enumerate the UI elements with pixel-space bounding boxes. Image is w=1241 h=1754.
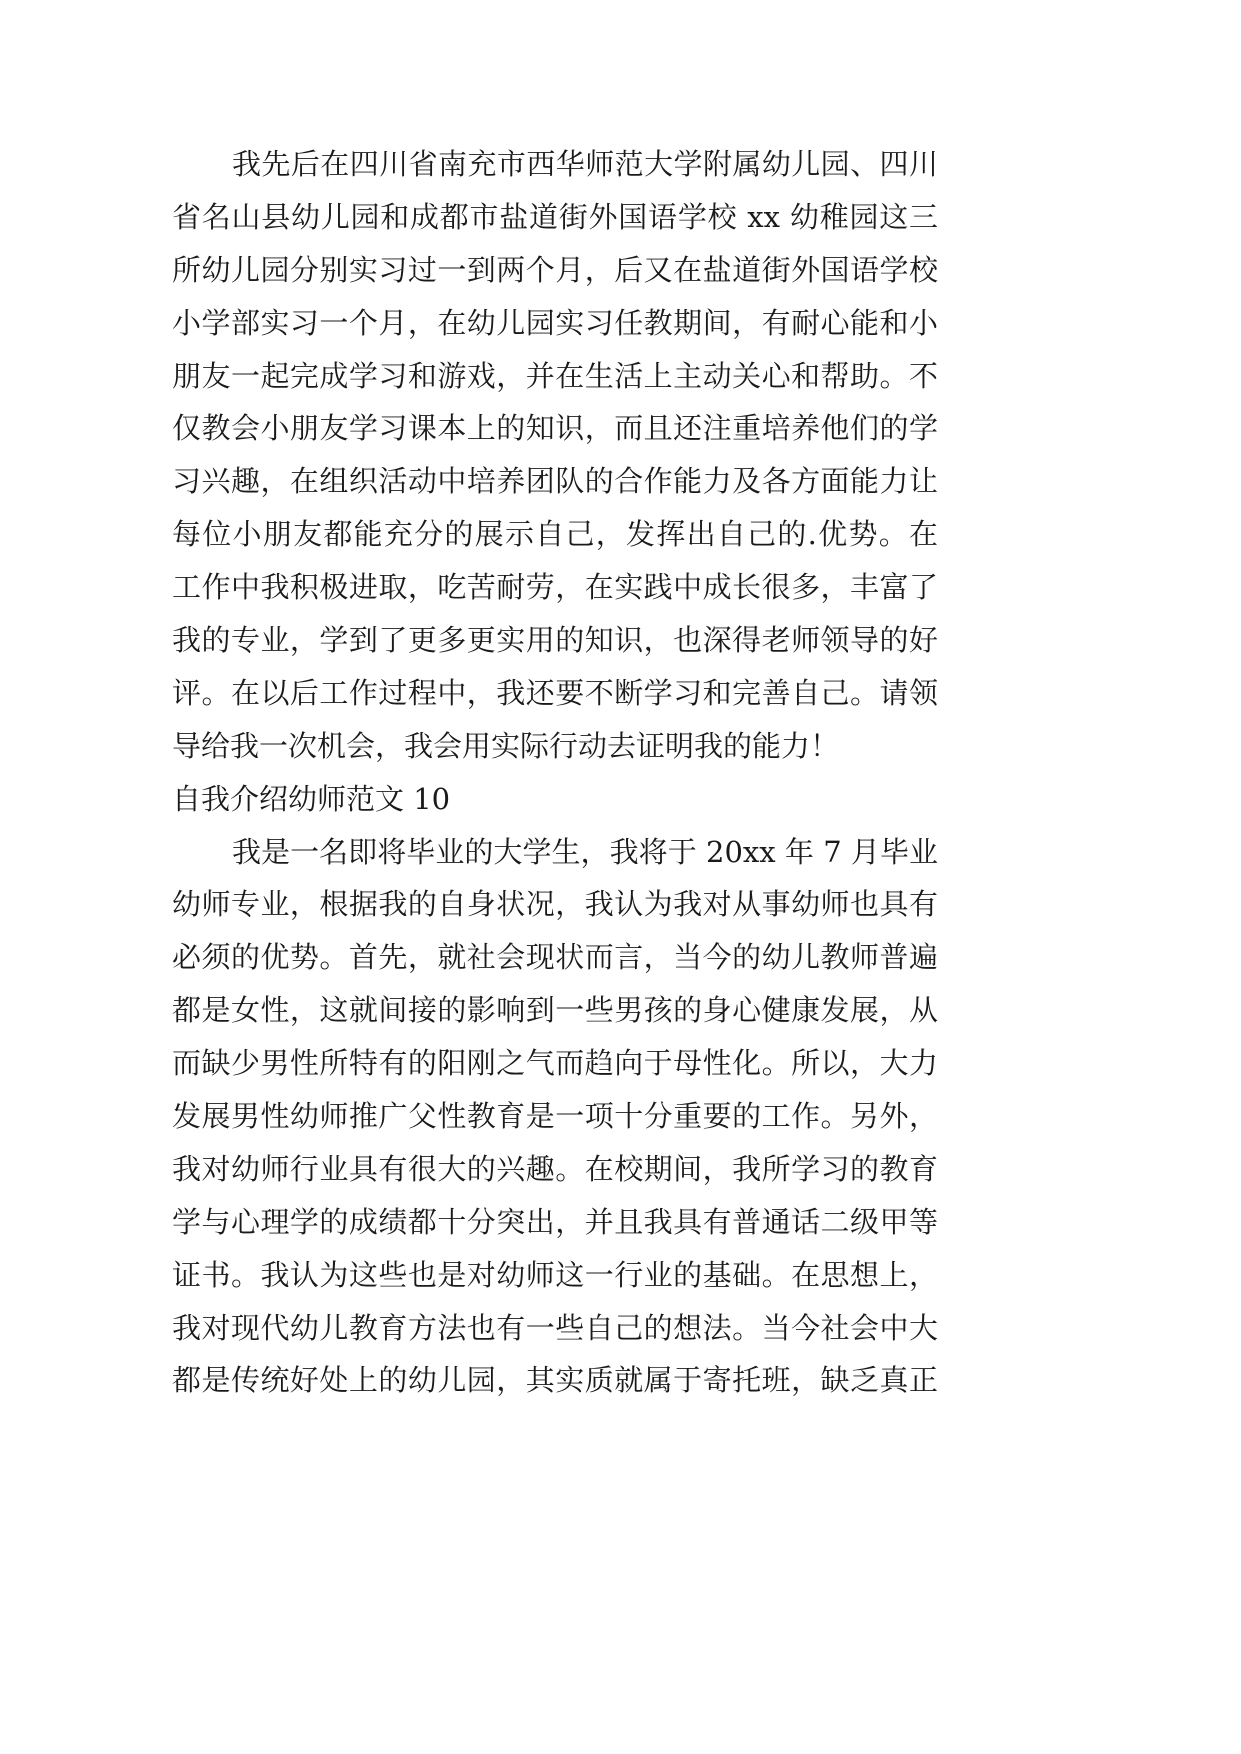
text-line: 省名山县幼儿园和成都市盐道街外国语学校 xx 幼稚园这三 <box>172 199 938 234</box>
text-line: 幼师专业，根据我的自身状况，我认为我对从事幼师也具有 <box>172 887 938 922</box>
text-line: 我是一名即将毕业的大学生，我将于 20xx 年 7 月毕业 <box>232 834 938 869</box>
text-line: 工作中我积极进取，吃苦耐劳，在实践中成长很多，丰富了 <box>172 570 938 605</box>
document-body <box>172 138 938 1407</box>
text-line: 所幼儿园分别实习过一到两个月，后又在盐道街外国语学校 <box>172 252 938 287</box>
text-line: 证书。我认为这些也是对幼师这一行业的基础。在思想上， <box>172 1257 938 1292</box>
text-line: 每位小朋友都能充分的展示自己，发挥出自己的.优势。在 <box>172 517 938 552</box>
text-line: 导给我一次机会，我会用实际行动去证明我的能力！ <box>172 728 840 763</box>
text-line: 而缺少男性所特有的阳刚之气而趋向于母性化。所以，大力 <box>172 1046 938 1081</box>
paragraph-1 <box>172 138 938 773</box>
text-line: 我对幼师行业具有很大的兴趣。在校期间，我所学习的教育 <box>172 1151 938 1186</box>
text-line: 学与心理学的成绩都十分突出，并且我具有普通话二级甲等 <box>172 1204 938 1239</box>
text-line: 习兴趣，在组织活动中培养团队的合作能力及各方面能力让 <box>172 464 938 499</box>
text-line: 发展男性幼师推广父性教育是一项十分重要的工作。另外， <box>172 1099 938 1134</box>
text-line: 我对现代幼儿教育方法也有一些自己的想法。当今社会中大 <box>172 1310 938 1345</box>
section-heading: 自我介绍幼师范文 10 <box>172 781 451 816</box>
text-line: 朋友一起完成学习和游戏，并在生活上主动关心和帮助。不 <box>172 358 938 393</box>
text-line: 我的专业，学到了更多更实用的知识，也深得老师领导的好 <box>172 623 938 658</box>
paragraph-2 <box>172 826 938 1408</box>
text-line: 都是传统好处上的幼儿园，其实质就属于寄托班，缺乏真正 <box>172 1363 938 1398</box>
text-line: 都是女性，这就间接的影响到一些男孩的身心健康发展，从 <box>172 993 938 1028</box>
text-line: 仅教会小朋友学习课本上的知识，而且还注重培养他们的学 <box>172 411 938 446</box>
text-line: 我先后在四川省南充市西华师范大学附属幼儿园、四川 <box>232 147 938 181</box>
text-line: 必须的优势。首先，就社会现状而言，当今的幼儿教师普遍 <box>172 940 938 975</box>
text-line: 评。在以后工作过程中，我还要不断学习和完善自己。请领 <box>172 675 938 710</box>
text-line: 小学部实习一个月，在幼儿园实习任教期间，有耐心能和小 <box>172 305 938 340</box>
